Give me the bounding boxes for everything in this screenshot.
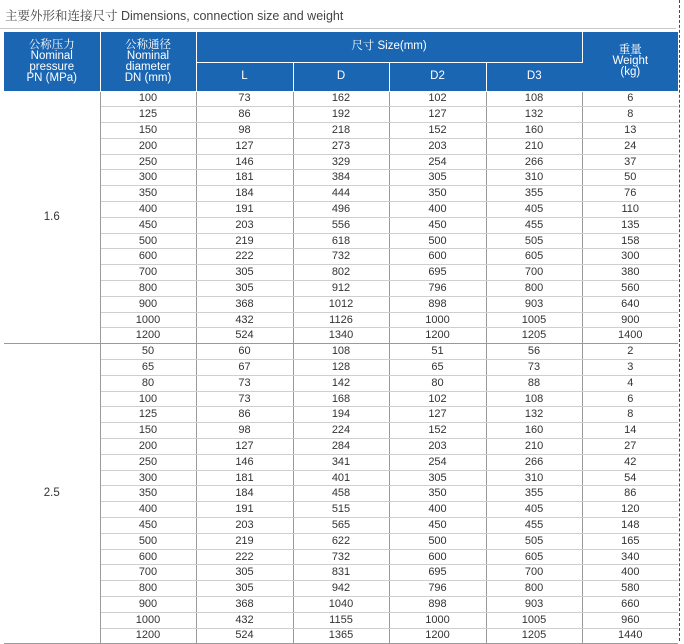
header-col-d: D (293, 62, 389, 91)
weight-cell: 1400 (582, 328, 678, 344)
dn-cell: 100 (100, 91, 196, 107)
d3-cell: 355 (486, 186, 582, 202)
d3-cell: 1205 (486, 628, 582, 644)
weight-cell: 400 (582, 565, 678, 581)
weight-cell: 76 (582, 186, 678, 202)
weight-cell: 560 (582, 281, 678, 297)
l-cell: 127 (196, 138, 293, 154)
dn-cell: 1200 (100, 328, 196, 344)
d2-cell: 203 (389, 439, 486, 455)
weight-cell: 1440 (582, 628, 678, 644)
d2-cell: 898 (389, 296, 486, 312)
dn-cell: 250 (100, 154, 196, 170)
table-row (4, 265, 678, 281)
dn-cell: 125 (100, 107, 196, 123)
d2-cell: 600 (389, 549, 486, 565)
l-cell: 67 (196, 360, 293, 376)
d-cell: 273 (293, 138, 389, 154)
dn-cell: 350 (100, 486, 196, 502)
table-header (4, 32, 678, 91)
d3-cell: 903 (486, 597, 582, 613)
table-row (4, 328, 678, 344)
header-dn-en-1: Nominal (126, 50, 170, 63)
l-cell: 222 (196, 249, 293, 265)
l-cell: 524 (196, 328, 293, 344)
d2-cell: 1000 (389, 612, 486, 628)
table-row (4, 344, 678, 360)
l-cell: 146 (196, 154, 293, 170)
d2-cell: 796 (389, 281, 486, 297)
d3-cell: 108 (486, 91, 582, 107)
d-cell: 515 (293, 502, 389, 518)
d3-cell: 210 (486, 439, 582, 455)
table-row (4, 296, 678, 312)
d-cell: 162 (293, 91, 389, 107)
l-cell: 98 (196, 123, 293, 139)
table-row (4, 138, 678, 154)
table-row (4, 360, 678, 376)
d-cell: 224 (293, 423, 389, 439)
table-row (4, 202, 678, 218)
d3-cell: 88 (486, 375, 582, 391)
table-row (4, 281, 678, 297)
table-row (4, 565, 678, 581)
l-cell: 184 (196, 186, 293, 202)
d3-cell: 73 (486, 360, 582, 376)
dn-cell: 450 (100, 217, 196, 233)
table-row (4, 423, 678, 439)
l-cell: 191 (196, 502, 293, 518)
header-weight-unit: (kg) (620, 65, 641, 78)
dn-cell: 65 (100, 360, 196, 376)
pressure-cell: 1.6 (4, 91, 100, 344)
header-col-l: L (196, 62, 293, 91)
l-cell: 524 (196, 628, 293, 644)
d2-cell: 695 (389, 565, 486, 581)
d-cell: 108 (293, 344, 389, 360)
dn-cell: 125 (100, 407, 196, 423)
d-cell: 142 (293, 375, 389, 391)
dn-cell: 600 (100, 249, 196, 265)
header-weight-cn: 重量 (618, 43, 642, 56)
d2-cell: 500 (389, 233, 486, 249)
header-pn-cn: 公称压力 (28, 39, 75, 52)
d3-cell: 455 (486, 217, 582, 233)
table-row (4, 186, 678, 202)
weight-cell: 42 (582, 454, 678, 470)
weight-cell: 37 (582, 154, 678, 170)
d2-cell: 80 (389, 375, 486, 391)
dn-cell: 450 (100, 518, 196, 534)
dn-cell: 500 (100, 533, 196, 549)
d2-cell: 305 (389, 470, 486, 486)
d-cell: 444 (293, 186, 389, 202)
dn-cell: 150 (100, 123, 196, 139)
weight-cell: 8 (582, 407, 678, 423)
d3-cell: 160 (486, 423, 582, 439)
weight-cell: 165 (582, 533, 678, 549)
d2-cell: 305 (389, 170, 486, 186)
header-size-group: 尺寸 Size(mm) (196, 32, 582, 62)
table-row (4, 233, 678, 249)
d3-cell: 605 (486, 549, 582, 565)
header-dn-unit: DN (mm) (124, 72, 172, 85)
d2-cell: 254 (389, 154, 486, 170)
weight-cell: 640 (582, 296, 678, 312)
dn-cell: 400 (100, 202, 196, 218)
d2-cell: 695 (389, 265, 486, 281)
table-row (4, 312, 678, 328)
weight-cell: 8 (582, 107, 678, 123)
header-col-d2: D2 (389, 62, 486, 91)
table-row (4, 170, 678, 186)
d2-cell: 1200 (389, 628, 486, 644)
d2-cell: 127 (389, 407, 486, 423)
l-cell: 181 (196, 170, 293, 186)
d2-cell: 898 (389, 597, 486, 613)
l-cell: 305 (196, 265, 293, 281)
d2-cell: 152 (389, 123, 486, 139)
weight-cell: 3 (582, 360, 678, 376)
d2-cell: 450 (389, 518, 486, 534)
d2-cell: 1200 (389, 328, 486, 344)
d2-cell: 65 (389, 360, 486, 376)
l-cell: 305 (196, 565, 293, 581)
d2-cell: 450 (389, 217, 486, 233)
dn-cell: 800 (100, 281, 196, 297)
weight-cell: 580 (582, 581, 678, 597)
table-row (4, 217, 678, 233)
d-cell: 942 (293, 581, 389, 597)
d-cell: 556 (293, 217, 389, 233)
table-body (4, 91, 678, 644)
table-row (4, 549, 678, 565)
table-row (4, 581, 678, 597)
dn-cell: 100 (100, 391, 196, 407)
d2-cell: 254 (389, 454, 486, 470)
d3-cell: 1205 (486, 328, 582, 344)
table-row (4, 123, 678, 139)
table-caption: 主要外形和连接尺寸 Dimensions, connection size and weight (5, 9, 344, 23)
l-cell: 146 (196, 454, 293, 470)
d-cell: 458 (293, 486, 389, 502)
d-cell: 192 (293, 107, 389, 123)
dn-cell: 250 (100, 454, 196, 470)
weight-cell: 120 (582, 502, 678, 518)
d-cell: 1126 (293, 312, 389, 328)
table-row (4, 454, 678, 470)
d2-cell: 350 (389, 486, 486, 502)
d-cell: 1365 (293, 628, 389, 644)
l-cell: 73 (196, 391, 293, 407)
d-cell: 912 (293, 281, 389, 297)
d2-cell: 400 (389, 502, 486, 518)
table-row (4, 391, 678, 407)
dimensions-table (4, 32, 678, 644)
d2-cell: 127 (389, 107, 486, 123)
dn-cell: 900 (100, 597, 196, 613)
weight-cell: 14 (582, 423, 678, 439)
weight-cell: 27 (582, 439, 678, 455)
dn-cell: 1200 (100, 628, 196, 644)
d2-cell: 102 (389, 391, 486, 407)
weight-cell: 660 (582, 597, 678, 613)
d-cell: 622 (293, 533, 389, 549)
table-row (4, 91, 678, 107)
d-cell: 329 (293, 154, 389, 170)
weight-cell: 50 (582, 170, 678, 186)
weight-cell: 148 (582, 518, 678, 534)
l-cell: 305 (196, 581, 293, 597)
d-cell: 401 (293, 470, 389, 486)
d3-cell: 505 (486, 233, 582, 249)
d-cell: 341 (293, 454, 389, 470)
d-cell: 802 (293, 265, 389, 281)
d-cell: 831 (293, 565, 389, 581)
l-cell: 98 (196, 423, 293, 439)
weight-cell: 300 (582, 249, 678, 265)
d2-cell: 102 (389, 91, 486, 107)
table-row (4, 407, 678, 423)
d-cell: 194 (293, 407, 389, 423)
weight-cell: 900 (582, 312, 678, 328)
l-cell: 86 (196, 407, 293, 423)
table-row (4, 470, 678, 486)
d3-cell: 405 (486, 202, 582, 218)
d3-cell: 505 (486, 533, 582, 549)
table-row (4, 486, 678, 502)
weight-cell: 2 (582, 344, 678, 360)
d3-cell: 266 (486, 154, 582, 170)
d3-cell: 1005 (486, 312, 582, 328)
d3-cell: 310 (486, 470, 582, 486)
d3-cell: 132 (486, 107, 582, 123)
header-weight-en: Weight (612, 54, 649, 67)
d3-cell: 56 (486, 344, 582, 360)
weight-cell: 4 (582, 375, 678, 391)
weight-cell: 24 (582, 138, 678, 154)
d-cell: 128 (293, 360, 389, 376)
d3-cell: 405 (486, 502, 582, 518)
weight-cell: 380 (582, 265, 678, 281)
l-cell: 432 (196, 612, 293, 628)
d-cell: 218 (293, 123, 389, 139)
page-edge-dashed-line (679, 0, 680, 641)
table-row (4, 628, 678, 644)
weight-cell: 110 (582, 202, 678, 218)
l-cell: 60 (196, 344, 293, 360)
table-row (4, 154, 678, 170)
d3-cell: 132 (486, 407, 582, 423)
d-cell: 565 (293, 518, 389, 534)
dn-cell: 80 (100, 375, 196, 391)
l-cell: 191 (196, 202, 293, 218)
d3-cell: 310 (486, 170, 582, 186)
d-cell: 496 (293, 202, 389, 218)
dn-cell: 1000 (100, 312, 196, 328)
d3-cell: 605 (486, 249, 582, 265)
d-cell: 618 (293, 233, 389, 249)
d3-cell: 266 (486, 454, 582, 470)
header-col-d3: D3 (486, 62, 582, 91)
caption-divider (0, 28, 676, 29)
d3-cell: 903 (486, 296, 582, 312)
pressure-cell: 2.5 (4, 344, 100, 644)
weight-cell: 13 (582, 123, 678, 139)
d3-cell: 455 (486, 518, 582, 534)
d-cell: 1012 (293, 296, 389, 312)
l-cell: 203 (196, 518, 293, 534)
table-row (4, 249, 678, 265)
l-cell: 219 (196, 233, 293, 249)
dn-cell: 300 (100, 470, 196, 486)
header-nominal-pressure (4, 32, 100, 91)
weight-cell: 158 (582, 233, 678, 249)
d3-cell: 1005 (486, 612, 582, 628)
l-cell: 184 (196, 486, 293, 502)
d3-cell: 700 (486, 265, 582, 281)
dn-cell: 50 (100, 344, 196, 360)
d3-cell: 210 (486, 138, 582, 154)
weight-cell: 340 (582, 549, 678, 565)
d2-cell: 500 (389, 533, 486, 549)
weight-cell: 54 (582, 470, 678, 486)
weight-cell: 86 (582, 486, 678, 502)
table-row (4, 107, 678, 123)
header-pn-unit: PN (MPa) (26, 72, 77, 85)
dn-cell: 400 (100, 502, 196, 518)
weight-cell: 6 (582, 91, 678, 107)
l-cell: 219 (196, 533, 293, 549)
d2-cell: 400 (389, 202, 486, 218)
header-pn-en-2: pressure (29, 61, 75, 74)
l-cell: 222 (196, 549, 293, 565)
header-dn-en-2: diameter (125, 61, 171, 74)
l-cell: 432 (196, 312, 293, 328)
dn-cell: 900 (100, 296, 196, 312)
l-cell: 181 (196, 470, 293, 486)
d3-cell: 800 (486, 281, 582, 297)
l-cell: 368 (196, 597, 293, 613)
weight-cell: 6 (582, 391, 678, 407)
table-row (4, 502, 678, 518)
table-row (4, 597, 678, 613)
d-cell: 1155 (293, 612, 389, 628)
l-cell: 73 (196, 91, 293, 107)
header-nominal-diameter (100, 32, 196, 91)
d-cell: 732 (293, 549, 389, 565)
d3-cell: 355 (486, 486, 582, 502)
d3-cell: 800 (486, 581, 582, 597)
l-cell: 73 (196, 375, 293, 391)
dn-cell: 150 (100, 423, 196, 439)
d3-cell: 700 (486, 565, 582, 581)
dn-cell: 200 (100, 138, 196, 154)
dn-cell: 800 (100, 581, 196, 597)
table-row (4, 439, 678, 455)
l-cell: 203 (196, 217, 293, 233)
d2-cell: 350 (389, 186, 486, 202)
table-row (4, 518, 678, 534)
header-dn-cn: 公称通径 (125, 39, 171, 52)
table-row (4, 612, 678, 628)
d-cell: 732 (293, 249, 389, 265)
d-cell: 168 (293, 391, 389, 407)
d2-cell: 1000 (389, 312, 486, 328)
dn-cell: 1000 (100, 612, 196, 628)
d-cell: 1040 (293, 597, 389, 613)
d2-cell: 152 (389, 423, 486, 439)
l-cell: 127 (196, 439, 293, 455)
d2-cell: 796 (389, 581, 486, 597)
l-cell: 305 (196, 281, 293, 297)
dn-cell: 350 (100, 186, 196, 202)
d-cell: 384 (293, 170, 389, 186)
dn-cell: 700 (100, 565, 196, 581)
table-row (4, 375, 678, 391)
header-weight (582, 32, 678, 91)
header-pn-en-1: Nominal (30, 50, 73, 63)
d3-cell: 160 (486, 123, 582, 139)
dn-cell: 600 (100, 549, 196, 565)
d2-cell: 600 (389, 249, 486, 265)
table-row (4, 533, 678, 549)
weight-cell: 135 (582, 217, 678, 233)
dn-cell: 300 (100, 170, 196, 186)
l-cell: 86 (196, 107, 293, 123)
dn-cell: 200 (100, 439, 196, 455)
d2-cell: 203 (389, 138, 486, 154)
d3-cell: 108 (486, 391, 582, 407)
weight-cell: 960 (582, 612, 678, 628)
d2-cell: 51 (389, 344, 486, 360)
dn-cell: 700 (100, 265, 196, 281)
l-cell: 368 (196, 296, 293, 312)
dn-cell: 500 (100, 233, 196, 249)
d-cell: 284 (293, 439, 389, 455)
d-cell: 1340 (293, 328, 389, 344)
